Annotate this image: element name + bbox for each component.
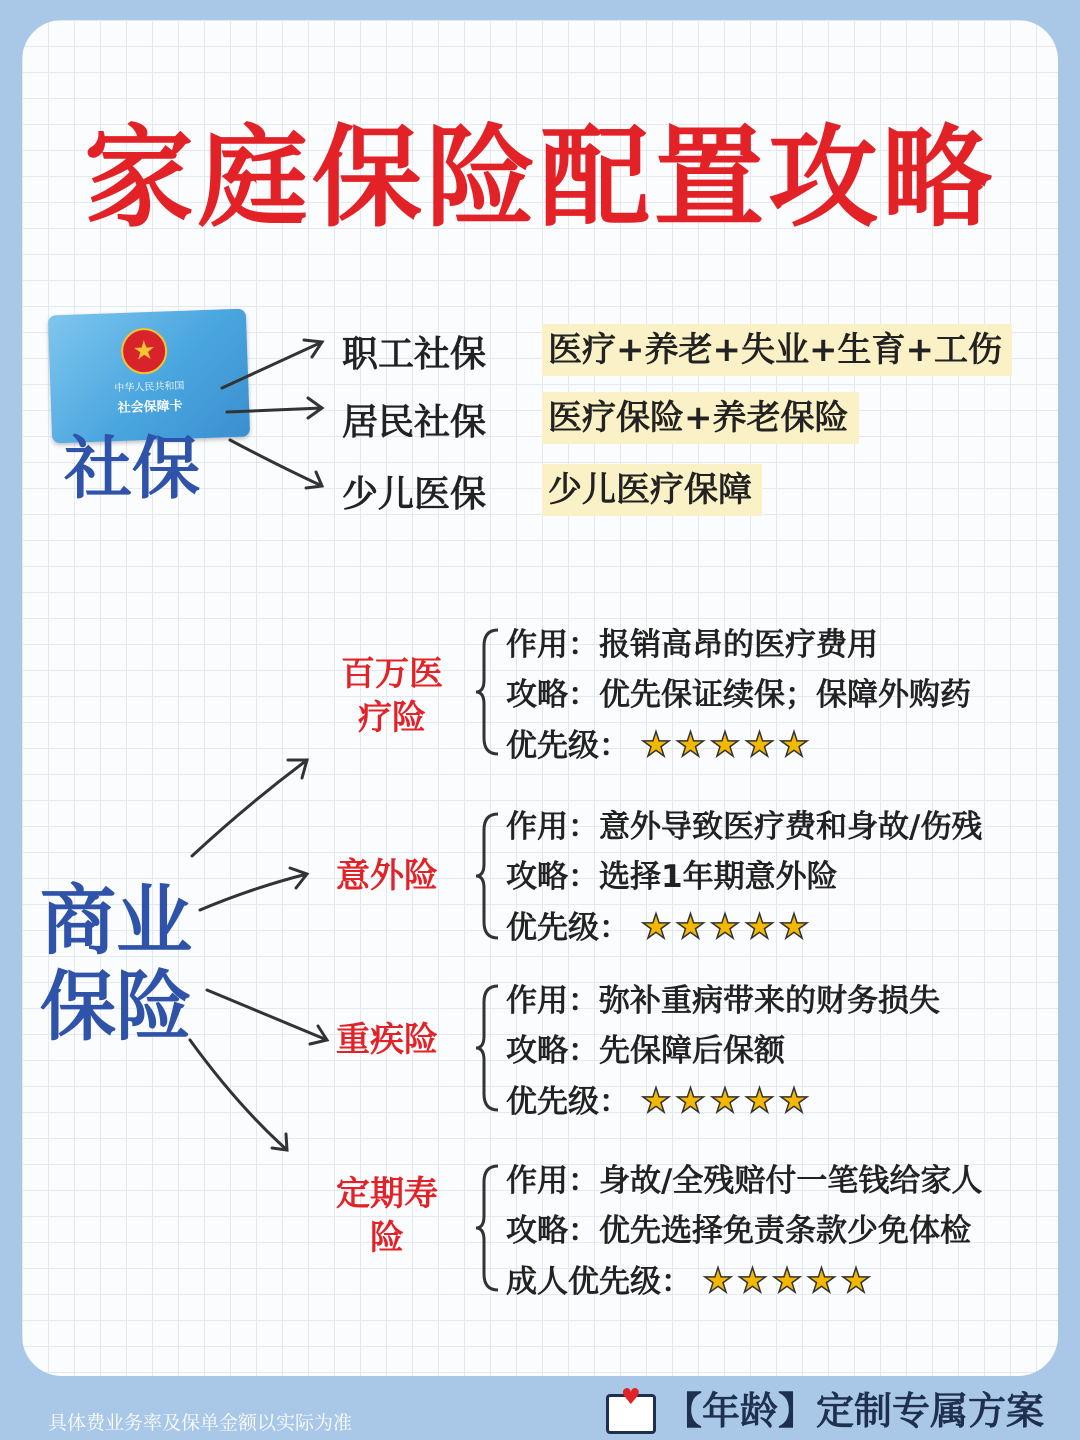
disclaimer-text: 具体费业务率及保单金额以实际为准 [48, 1412, 353, 1434]
social-item-name: 少儿医保 [342, 474, 487, 515]
social-label: 社保 [64, 430, 201, 509]
hand-drawn-arrow-icon [190, 1040, 287, 1150]
priority-row [506, 1256, 875, 1307]
card-name: 社会保障卡 [117, 398, 183, 417]
strategy-text: 攻略：选择1年期意外险 [506, 859, 838, 895]
effect-text: 作用：意外导致医疗费和身故/伤残 [506, 809, 983, 845]
footer-cta[interactable] [606, 1380, 1044, 1435]
brace-icon [474, 982, 504, 1114]
hand-drawn-arrow-icon [222, 340, 322, 388]
strategy-text: 攻略：优先选择免责条款少免体检 [506, 1213, 971, 1249]
effect-text: 作用：弥补重病带来的财务损失 [506, 983, 940, 1019]
poster-card [22, 20, 1058, 1376]
insurance-name: 意外险 [336, 856, 438, 896]
priority-row [506, 902, 813, 953]
footer-cta-text: 【年龄】定制专属方案 [664, 1389, 1045, 1433]
hand-drawn-arrow-icon [227, 398, 322, 418]
strategy-text: 攻略：优先保证续保；保障外购药 [506, 677, 971, 713]
priority-row [506, 720, 813, 771]
brace-icon [474, 626, 504, 758]
insurance-name: 定期寿险 [336, 1174, 438, 1258]
social-item-name: 居民社保 [342, 402, 487, 443]
card-country: 中华人民共和国 [114, 380, 185, 395]
brace-icon [474, 810, 504, 942]
priority-label: 成人优先级： [506, 1264, 692, 1300]
emblem-icon: ★ [120, 327, 168, 375]
priority-row [506, 1076, 813, 1127]
priority-label: 优先级： [506, 1084, 630, 1120]
priority-label: 优先级： [506, 728, 630, 764]
social-item-desc: 少儿医疗保障 [542, 464, 762, 516]
effect-text: 作用：身故/全残赔付一笔钱给家人 [506, 1163, 983, 1199]
commercial-label: 商业保险 [40, 876, 192, 1051]
strategy-text: 攻略：先保障后保额 [506, 1033, 785, 1069]
star-icon: ★★★★★ [640, 725, 814, 765]
brace-icon [474, 1162, 504, 1294]
social-item-desc: 医疗保险+养老保险 [542, 392, 859, 444]
social-item-desc: 医疗+养老+失业+生育+工伤 [542, 324, 1012, 376]
insurance-name: 百万医疗险 [341, 654, 443, 738]
envelope-heart-icon: ♥ [606, 1394, 656, 1434]
star-icon: ★★★★★ [702, 1261, 876, 1301]
hand-drawn-arrow-icon [192, 760, 307, 856]
star-icon: ★★★★★ [640, 1081, 814, 1121]
page-title: 家庭保险配置攻略 [84, 114, 996, 242]
hand-drawn-arrow-icon [230, 440, 322, 488]
star-icon: ★★★★★ [640, 907, 814, 947]
effect-text: 作用：报销高昂的医疗费用 [506, 627, 878, 663]
priority-label: 优先级： [506, 910, 630, 946]
insurance-name: 重疾险 [336, 1020, 438, 1060]
social-item-name: 职工社保 [342, 334, 487, 375]
